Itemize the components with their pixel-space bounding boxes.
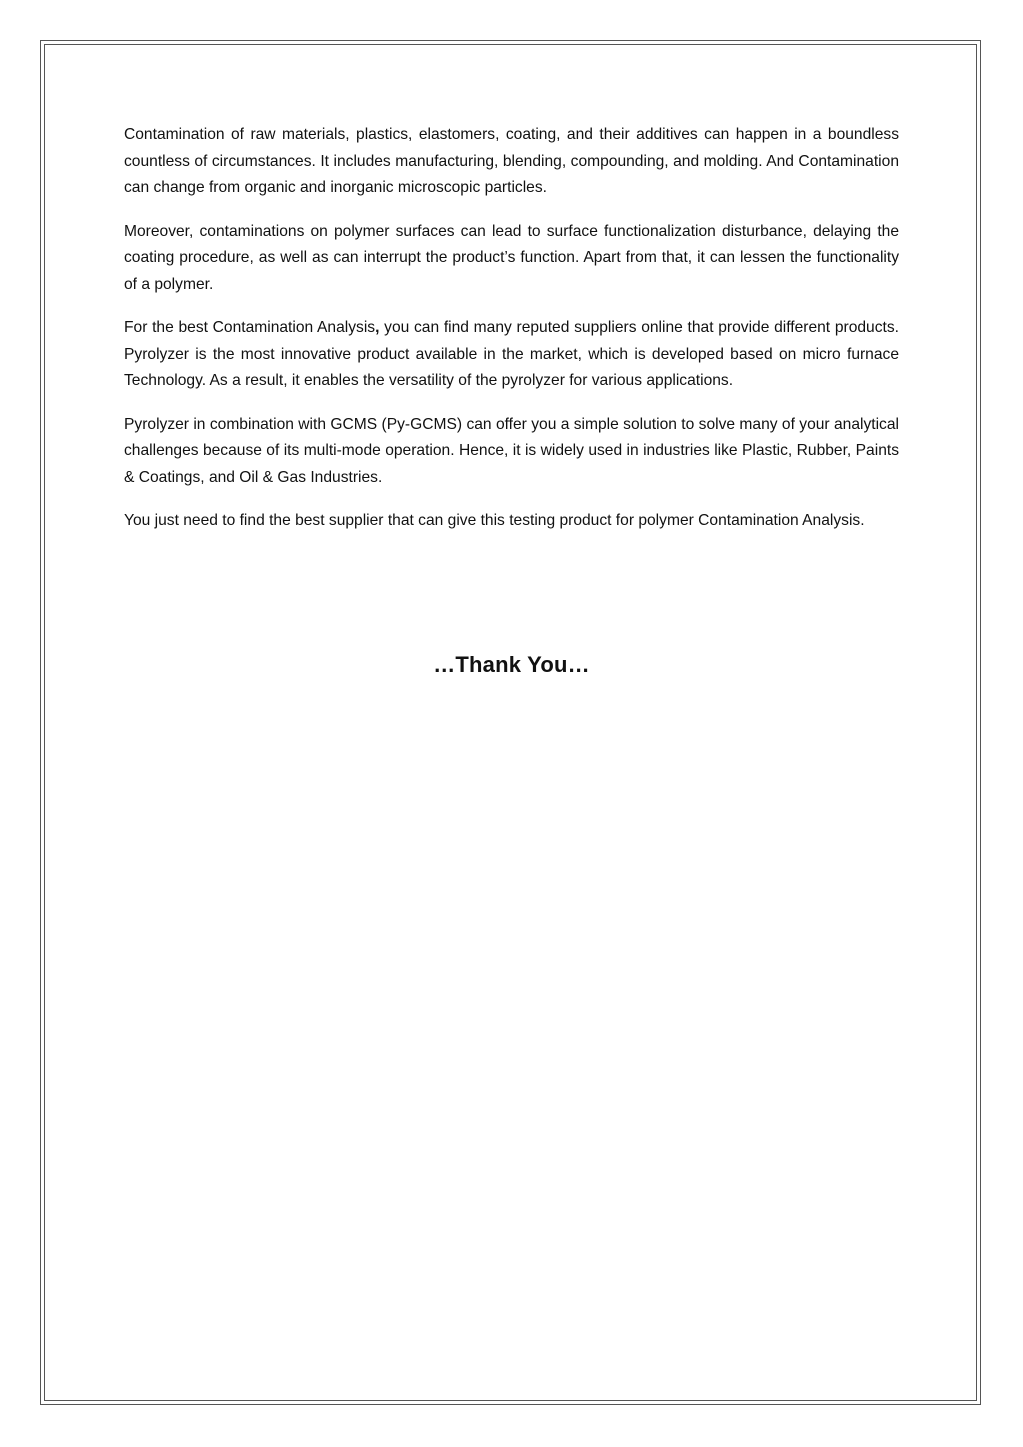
paragraph-py-gcms: Pyrolyzer in combination with GCMS (Py-GCMS) can offer you a simple solution to solve many of your analytical challenges because of its multi-mode operation. Hence, it is widely used in industries like Plastic, Rubber, Paints & Coatings, and Oil & Gas Industries. [124,415,899,486]
paragraph-find-supplier: You just need to find the best supplier that can give this testing product for polymer Contamination Analysis. [124,512,865,529]
closing-thank-you: …Thank You… [433,652,590,677]
paragraph-best-analysis [124,315,899,395]
document-body [124,122,899,552]
paragraph-best-analysis-lead: For the best Contamination Analysis [124,319,376,336]
paragraph-contamination-intro: Contamination of raw materials, plastics, elastomers, coating, and their additives can happen in a boundless countless of circumstances. It includes manufacturing, blending, compounding, and molding. And Contamination can change from organic and inorganic microscopic particles. [124,126,899,196]
paragraph-best-analysis-rest: you can find many reputed suppliers online that provide different products. Pyrolyzer is the most innovative product available in the market, which is developed based on micro furnace Technology. As a result, it enables the versatility of the pyrolyzer for various applications. [124,319,899,389]
paragraph-polymer-surfaces: Moreover, contaminations on polymer surfaces can lead to surface functionalization disturbance, delaying the coating procedure, as well as can interrupt the product’s function. Apart from that, it can lessen the functionality of a polymer. [124,222,899,293]
bold-comma: , [375,319,380,336]
